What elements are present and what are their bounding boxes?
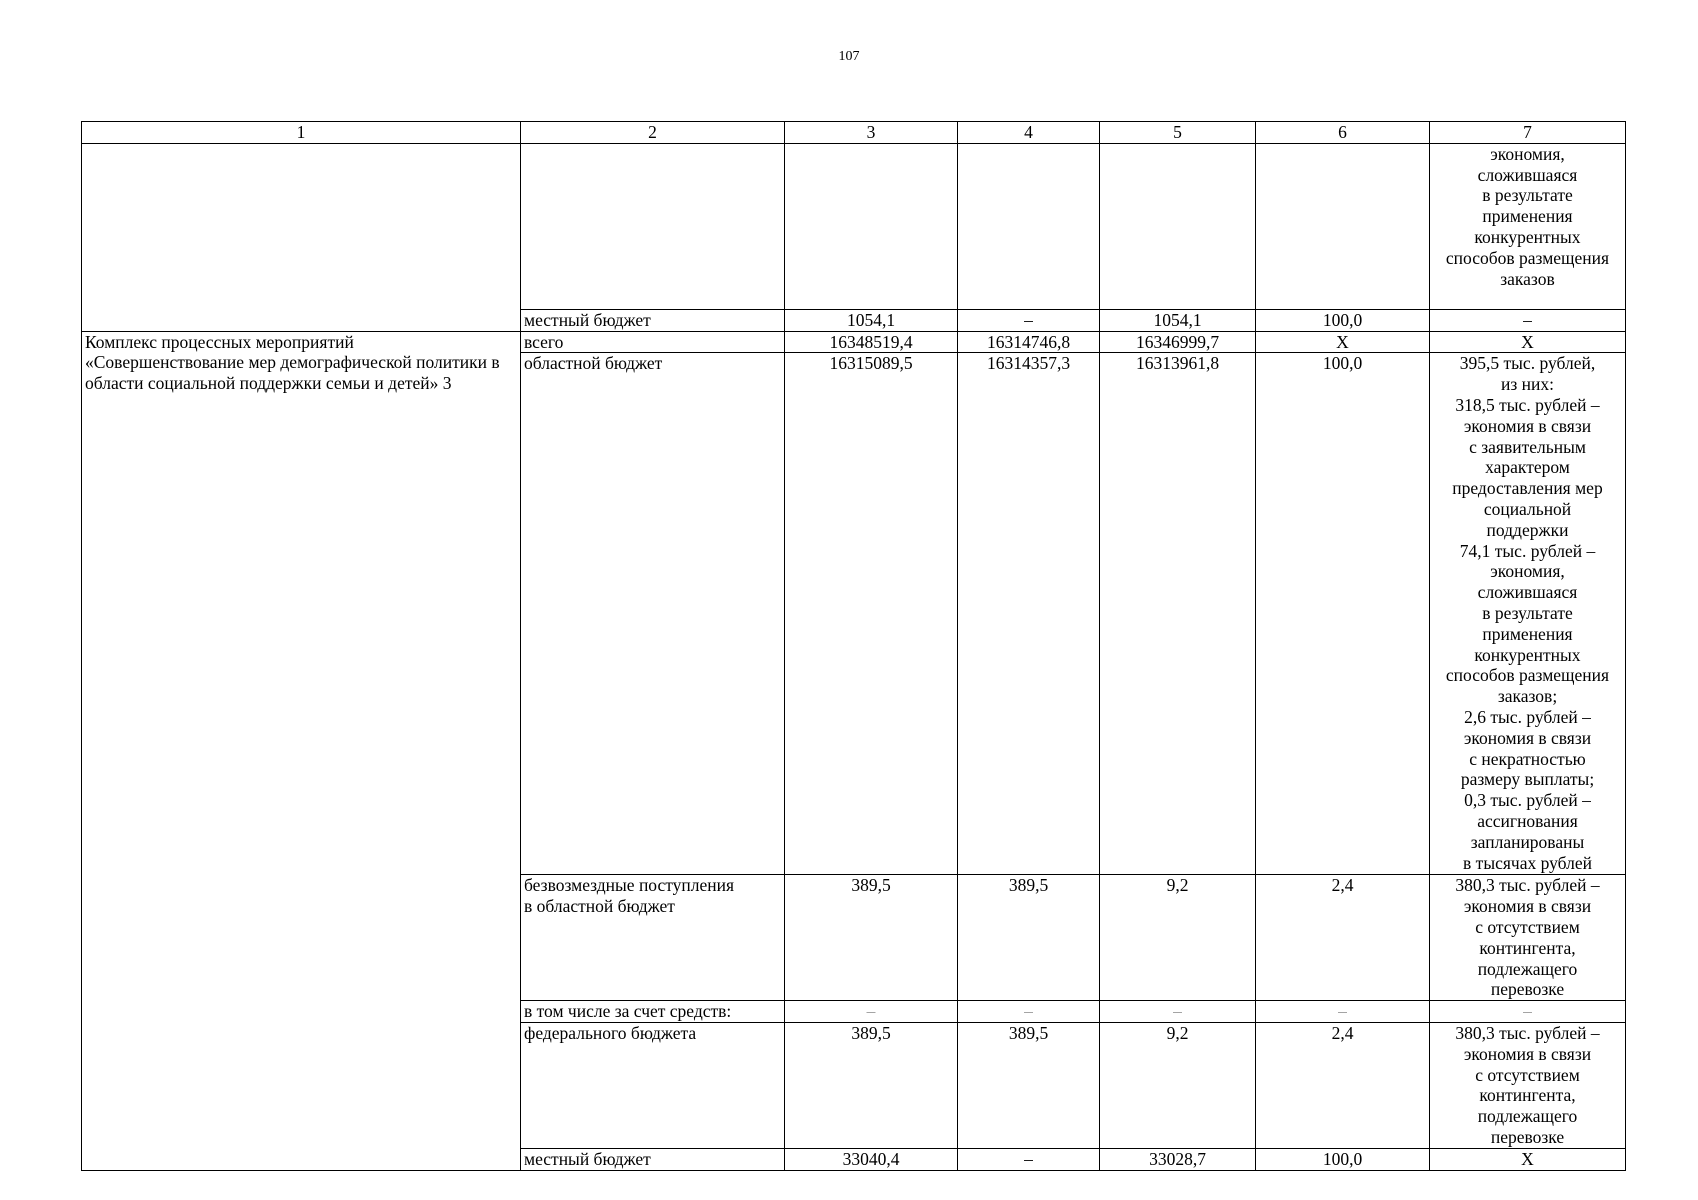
cell-cash xyxy=(1100,143,1256,309)
cell-source: местный бюджет xyxy=(521,309,785,331)
header-col-3: 3 xyxy=(785,122,958,144)
cell-percent: – xyxy=(1256,1001,1430,1023)
cell-percent xyxy=(1256,143,1430,309)
cell-cash: – xyxy=(1100,1001,1256,1023)
report-table xyxy=(81,121,1626,1171)
cell-plan: 16348519,4 xyxy=(785,331,958,353)
cell-cash: 16313961,8 xyxy=(1100,353,1256,875)
cell-note: 380,3 тыс. рублей – экономия в связи с отсутствием контингента, подлежащего перевозке xyxy=(1430,875,1626,1001)
cell-note: X xyxy=(1430,1148,1626,1170)
cell-limit: 389,5 xyxy=(958,1022,1100,1148)
cell-plan: 16315089,5 xyxy=(785,353,958,875)
table-header-row xyxy=(82,122,1626,144)
cell-plan: 1054,1 xyxy=(785,309,958,331)
cell-limit: – xyxy=(958,309,1100,331)
cell-note: – xyxy=(1430,309,1626,331)
cell-source: федерального бюджета xyxy=(521,1022,785,1148)
cell-percent: 100,0 xyxy=(1256,353,1430,875)
cell-plan: 389,5 xyxy=(785,1022,958,1148)
cell-source: всего xyxy=(521,331,785,353)
cell-percent: X xyxy=(1256,331,1430,353)
cell-plan: – xyxy=(785,1001,958,1023)
cell-limit: 389,5 xyxy=(958,875,1100,1001)
cell-source: местный бюджет xyxy=(521,1148,785,1170)
cell-plan xyxy=(785,143,958,309)
page-number: 107 xyxy=(838,49,860,64)
header-col-6: 6 xyxy=(1256,122,1430,144)
header-col-4: 4 xyxy=(958,122,1100,144)
cell-cash: 33028,7 xyxy=(1100,1148,1256,1170)
table-row xyxy=(82,331,1626,353)
cell-plan: 33040,4 xyxy=(785,1148,958,1170)
cell-limit xyxy=(958,143,1100,309)
cell-limit: – xyxy=(958,1148,1100,1170)
cell-note: – xyxy=(1430,1001,1626,1023)
cell-cash: 1054,1 xyxy=(1100,309,1256,331)
cell-percent: 100,0 xyxy=(1256,309,1430,331)
cell-plan: 389,5 xyxy=(785,875,958,1001)
cell-limit: – xyxy=(958,1001,1100,1023)
cell-cash: 9,2 xyxy=(1100,1022,1256,1148)
cell-note: 380,3 тыс. рублей – экономия в связи с отсутствием контингента, подлежащего перевозке xyxy=(1430,1022,1626,1148)
cell-program xyxy=(82,143,521,331)
cell-limit: 16314357,3 xyxy=(958,353,1100,875)
cell-source xyxy=(521,143,785,309)
header-col-1: 1 xyxy=(82,122,521,144)
cell-source: безвозмездные поступления в областной бюджет xyxy=(521,875,785,1001)
cell-note: экономия, сложившаяся в результате применения конкурентных способов размещения заказов xyxy=(1430,143,1626,309)
cell-source: в том числе за счет средств: xyxy=(521,1001,785,1023)
cell-percent: 2,4 xyxy=(1256,1022,1430,1148)
cell-percent: 100,0 xyxy=(1256,1148,1430,1170)
cell-note: X xyxy=(1430,331,1626,353)
cell-cash: 16346999,7 xyxy=(1100,331,1256,353)
table-row xyxy=(82,143,1626,309)
cell-program-title: Комплекс процессных мероприятий «Совершенствование мер демографической политики в области социальной поддержки семьи и детей» 3 xyxy=(82,331,521,1170)
header-col-2: 2 xyxy=(521,122,785,144)
header-col-5: 5 xyxy=(1100,122,1256,144)
cell-percent: 2,4 xyxy=(1256,875,1430,1001)
cell-note: 395,5 тыс. рублей, из них: 318,5 тыс. рублей – экономия в связи с заявительным характером предоставления мер социальной поддержки 74,1 тыс. рублей – экономия, сложившаяся в результате применения конкурентных способов размещения заказов; 2,6 тыс. рублей – экономия в связи с некратностью размеру выплаты; 0,3 тыс. рублей – ассигнования запланированы в тысячах рублей xyxy=(1430,353,1626,875)
header-col-7: 7 xyxy=(1430,122,1626,144)
cell-cash: 9,2 xyxy=(1100,875,1256,1001)
cell-limit: 16314746,8 xyxy=(958,331,1100,353)
cell-source: областной бюджет xyxy=(521,353,785,875)
